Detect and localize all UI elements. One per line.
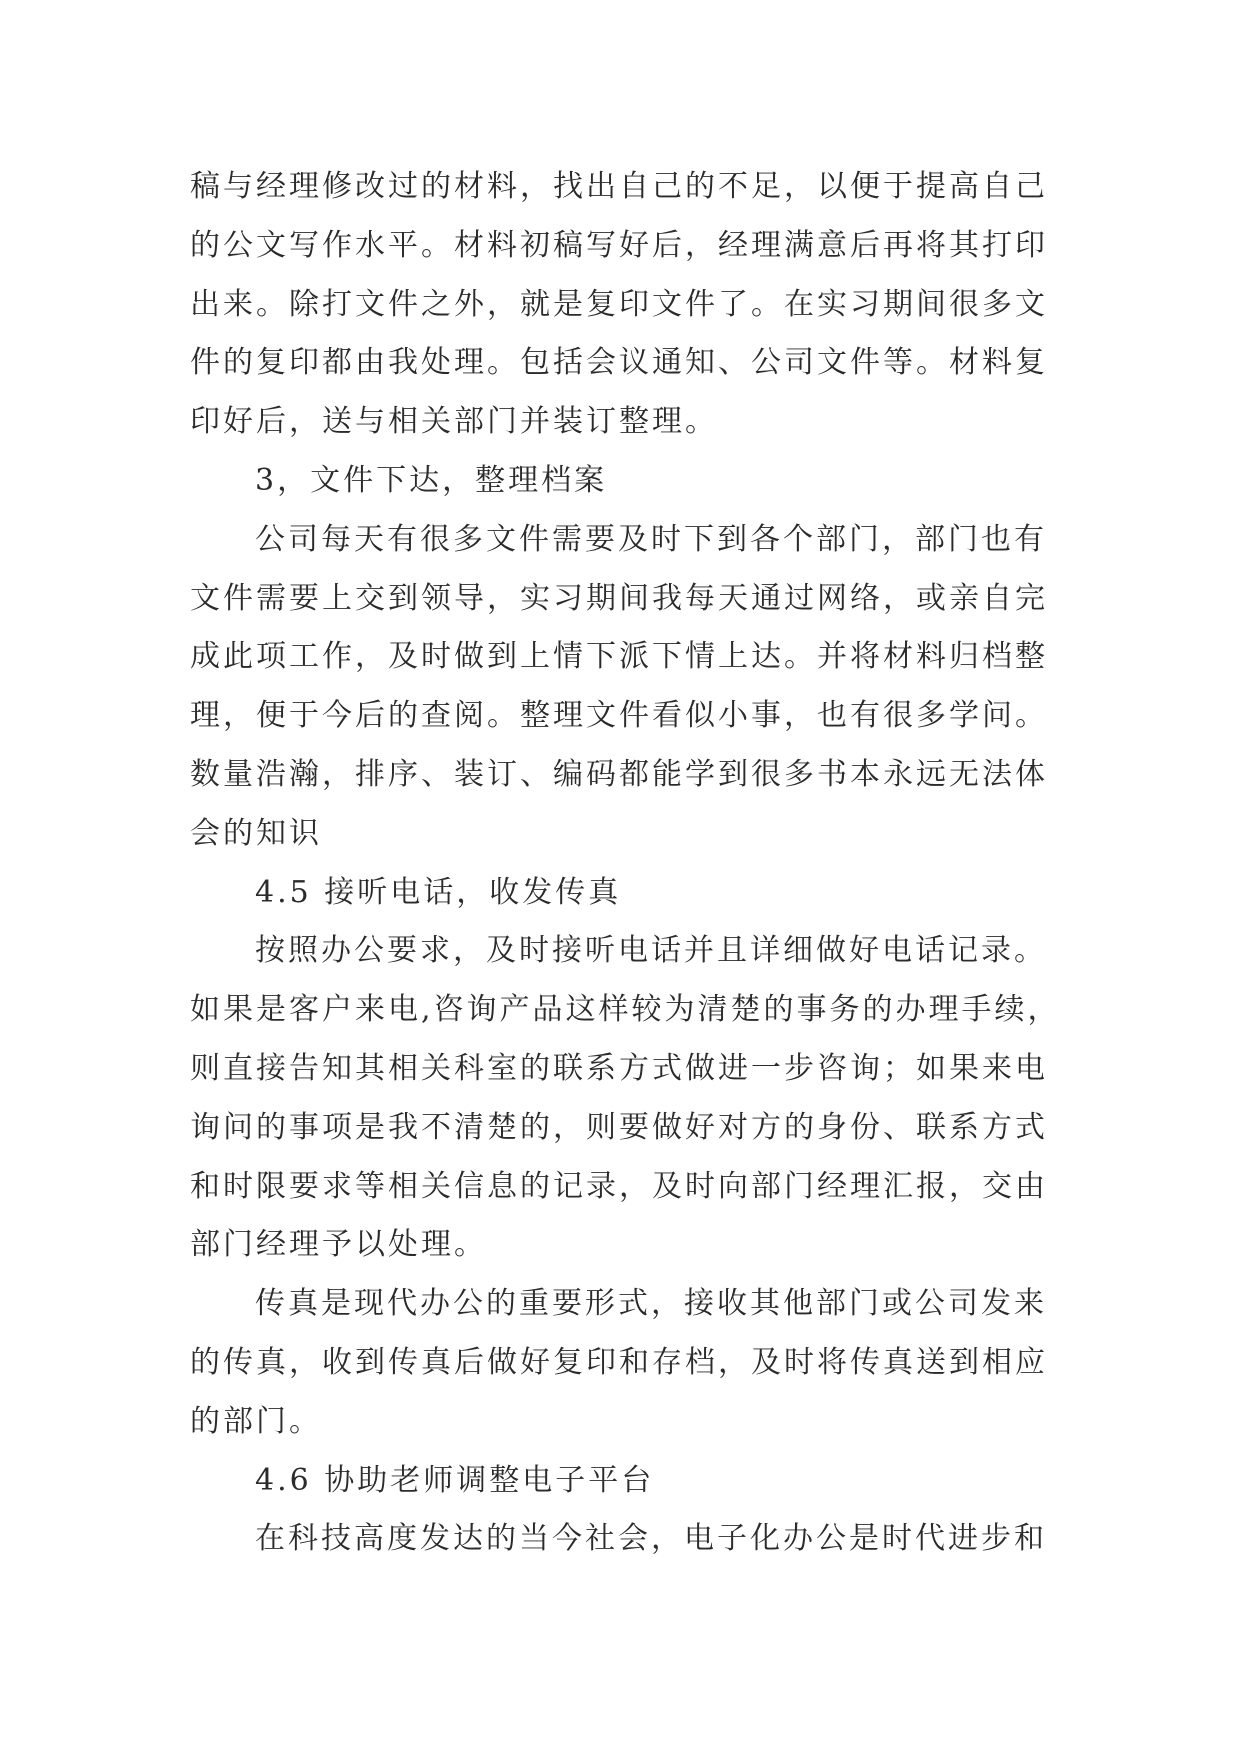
paragraph-first-line: 公司每天有很多文件需要及时下到各个部门，部门也有: [255, 521, 1047, 557]
text-line: 件的复印都由我处理。包括会议通知、公司文件等。材料复: [190, 345, 1048, 381]
paragraph-first-line: 传真是现代办公的重要形式，接收其他部门或公司发来: [255, 1286, 1047, 1322]
text-line: 成此项工作，及时做到上情下派下情上达。并将材料归档整: [190, 639, 1048, 675]
paragraph-first-line: 4.6 协助老师调整电子平台: [255, 1462, 655, 1498]
paragraph-first-line: 在科技高度发达的当今社会，电子化办公是时代进步和: [255, 1521, 1047, 1557]
text-line: 则直接告知其相关科室的联系方式做进一步咨询；如果来电: [190, 1050, 1048, 1086]
text-line: 数量浩瀚，排序、装订、编码都能学到很多书本永远无法体: [190, 756, 1048, 792]
text-line: 的部门。: [190, 1403, 322, 1439]
text-line: 会的知识: [190, 815, 322, 851]
text-line: 的公文写作水平。材料初稿写好后，经理满意后再将其打印: [190, 227, 1048, 263]
paragraph-first-line: 4.5 接听电话，收发传真: [255, 874, 622, 910]
body-text: [190, 158, 1080, 1569]
text-line: 和时限要求等相关信息的记录，及时向部门经理汇报，交由: [190, 1168, 1048, 1204]
text-line: 稿与经理修改过的材料，找出自己的不足，以便于提高自己: [190, 169, 1048, 204]
text-line: 出来。除打文件之外，就是复印文件了。在实习期间很多文: [190, 286, 1048, 322]
text-line: 印好后，送与相关部门并装订整理。: [190, 404, 718, 440]
text-line: 如果是客户来电,咨询产品这样较为清楚的事务的办理手续，: [190, 992, 1061, 1028]
text-line: 询问的事项是我不清楚的，则要做好对方的身份、联系方式: [190, 1109, 1048, 1145]
paragraph-first-line: 3，文件下达，整理档案: [255, 462, 608, 498]
text-line: 理，便于今后的查阅。整理文件看似小事，也有很多学问。: [190, 698, 1048, 734]
paragraph-first-line: 按照办公要求，及时接听电话并且详细做好电话记录。: [255, 933, 1047, 969]
text-line: 的传真，收到传真后做好复印和存档，及时将传真送到相应: [190, 1344, 1048, 1380]
text-line: 文件需要上交到领导，实习期间我每天通过网络，或亲自完: [190, 580, 1048, 616]
text-line: 部门经理予以处理。: [190, 1227, 487, 1263]
